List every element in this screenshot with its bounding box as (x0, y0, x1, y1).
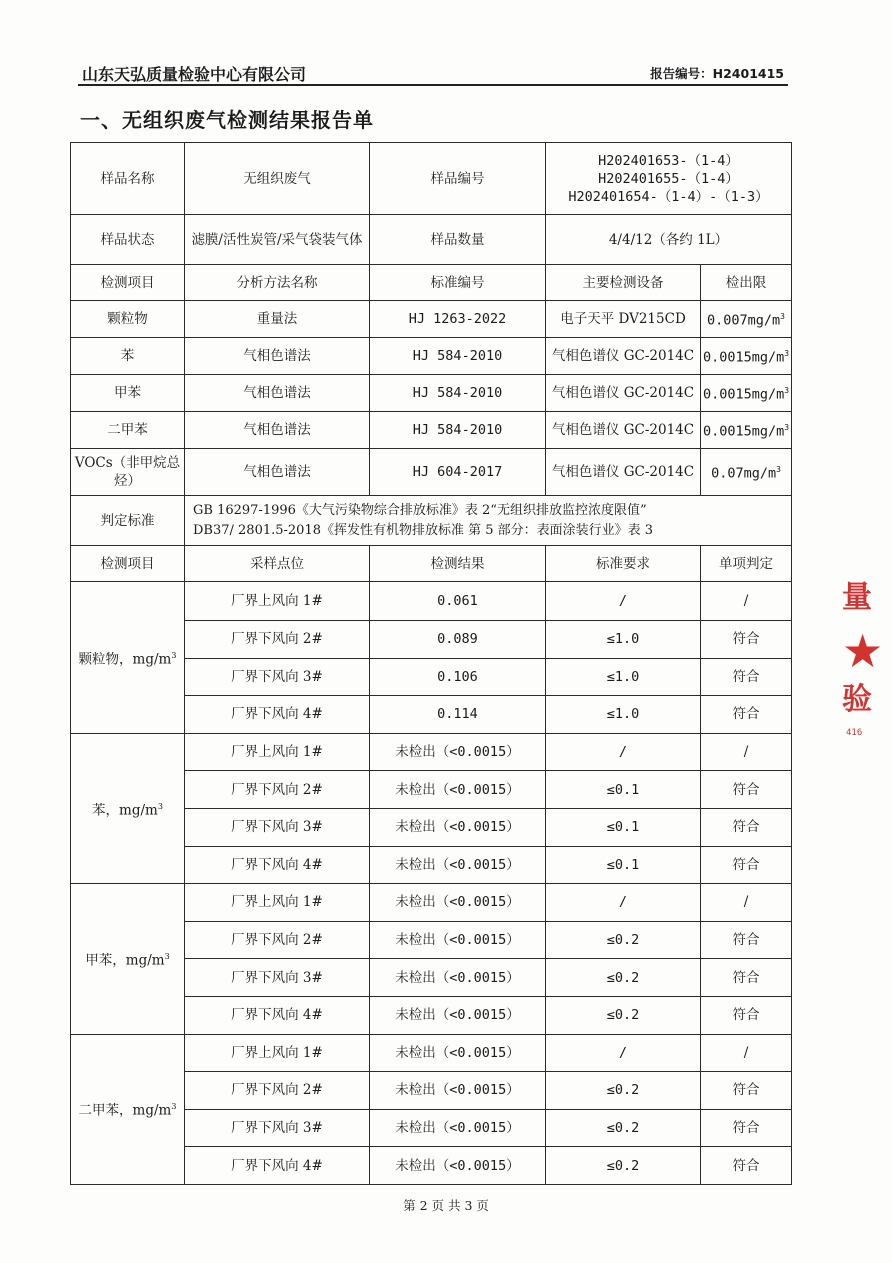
single-judgment: / (701, 733, 792, 771)
unit-text: 0.07mg/m (711, 465, 777, 482)
sample-state-label: 样品状态 (71, 215, 185, 265)
result-group-item (71, 884, 185, 1034)
unit-exponent: 3 (171, 650, 177, 660)
sampling-point: 厂界下风向 4# (185, 996, 370, 1034)
unit-exponent: 3 (164, 952, 170, 962)
unit-text: 颗粒物，mg/m (78, 651, 172, 668)
result-group-item (71, 733, 185, 883)
standard-requirement: / (546, 582, 701, 621)
sampling-point: 厂界下风向 2# (185, 1072, 370, 1110)
method-row (71, 338, 792, 375)
single-judgment: 符合 (701, 959, 792, 997)
single-judgment: 符合 (701, 1072, 792, 1110)
result-row (71, 582, 792, 621)
method-equipment: 气相色谱仪 GC-2014C (546, 375, 701, 412)
method-detection-limit (701, 375, 792, 412)
methods-header-std: 标准编号 (370, 265, 546, 301)
standard-requirement: ≤0.2 (546, 921, 701, 959)
sample-count-value: 4/4/12（各约 1L） (546, 215, 792, 265)
result-value: 未检出（<0.0015） (370, 996, 546, 1034)
method-name: 气相色谱法 (185, 449, 370, 496)
result-group-item (71, 1034, 185, 1184)
page-title: 一、无组织废气检测结果报告单 (80, 108, 374, 132)
unit-exponent: 3 (784, 423, 790, 433)
result-value: 未检出（<0.0015） (370, 846, 546, 884)
result-row (71, 733, 792, 771)
sampling-point: 厂界下风向 3# (185, 959, 370, 997)
sampling-point: 厂界下风向 4# (185, 696, 370, 734)
method-standard: HJ 584-2010 (370, 375, 546, 412)
result-value: 未检出（<0.0015） (370, 884, 546, 922)
sampling-point: 厂界上风向 1# (185, 582, 370, 621)
result-value: 0.089 (370, 621, 546, 659)
single-judgment: 符合 (701, 921, 792, 959)
single-judgment: 符合 (701, 996, 792, 1034)
results-header-point: 采样点位 (185, 546, 370, 582)
sample-no-1: H202401653-（1-4） (598, 152, 739, 169)
sampling-point: 厂界下风向 2# (185, 771, 370, 809)
result-value: 未检出（<0.0015） (370, 1147, 546, 1185)
sampling-point: 厂界下风向 4# (185, 846, 370, 884)
result-value: 0.061 (370, 582, 546, 621)
method-item: 二甲苯 (71, 412, 185, 449)
unit-exponent: 3 (157, 801, 163, 811)
unit-text: 0.0015mg/m (703, 349, 785, 366)
standard-requirement: ≤1.0 (546, 696, 701, 734)
method-standard: HJ 584-2010 (370, 338, 546, 375)
unit-exponent: 3 (776, 465, 781, 475)
method-standard: HJ 584-2010 (370, 412, 546, 449)
methods-header-item: 检测项目 (71, 265, 185, 301)
judgment-standard-2: DB37/ 2801.5-2018《挥发性有机物排放标准 第 5 部分：表面涂装行业》表 3 (193, 522, 654, 538)
method-equipment: 电子天平 DV215CD (546, 301, 701, 338)
standard-requirement: ≤0.1 (546, 846, 701, 884)
standard-requirement: ≤0.2 (546, 1109, 701, 1147)
single-judgment: 符合 (701, 771, 792, 809)
sampling-point: 厂界下风向 3# (185, 808, 370, 846)
report-number-label: 报告编号： (650, 66, 713, 81)
sampling-point: 厂界下风向 3# (185, 1109, 370, 1147)
method-standard: HJ 1263-2022 (370, 301, 546, 338)
method-item: 颗粒物 (71, 301, 185, 338)
result-value: 未检出（<0.0015） (370, 921, 546, 959)
results-header-item: 检测项目 (71, 546, 185, 582)
report-number-value: H2401415 (712, 66, 784, 81)
standard-requirement: / (546, 733, 701, 771)
standard-requirement: / (546, 884, 701, 922)
method-name: 气相色谱法 (185, 338, 370, 375)
unit-text: 苯，mg/m (92, 802, 158, 819)
method-row (71, 412, 792, 449)
result-value: 未检出（<0.0015） (370, 808, 546, 846)
unit-text: 0.0015mg/m (703, 423, 785, 440)
result-value: 未检出（<0.0015） (370, 1034, 546, 1072)
method-equipment: 气相色谱仪 GC-2014C (546, 449, 701, 496)
standard-requirement: ≤0.2 (546, 996, 701, 1034)
unit-text: 甲苯，mg/m (85, 952, 165, 969)
method-name: 气相色谱法 (185, 412, 370, 449)
report-number (650, 64, 784, 82)
unit-text: 0.0015mg/m (703, 386, 785, 403)
method-name: 重量法 (185, 301, 370, 338)
single-judgment: / (701, 884, 792, 922)
standard-requirement: ≤0.1 (546, 808, 701, 846)
single-judgment: / (701, 582, 792, 621)
standard-requirement: ≤1.0 (546, 658, 701, 696)
sample-no-2: H202401655-（1-4） (598, 170, 739, 187)
judgment-standard-1: GB 16297-1996《大气污染物综合排放标准》表 2“无组织排放监控浓度限值” (193, 502, 647, 518)
sample-name-row (71, 143, 792, 215)
sample-no-label: 样品编号 (370, 143, 546, 215)
sample-no-3: H202401654-（1-4）-（1-3） (568, 188, 769, 205)
method-row (71, 301, 792, 338)
sample-name-value: 无组织废气 (185, 143, 370, 215)
single-judgment: / (701, 1034, 792, 1072)
results-header-row (71, 546, 792, 582)
unit-exponent: 3 (784, 386, 790, 396)
standard-requirement: ≤0.2 (546, 1147, 701, 1185)
single-judgment: 符合 (701, 1147, 792, 1185)
method-item: VOCs（非甲烷总烃） (71, 449, 185, 496)
company-name: 山东天弘质量检验中心有限公司 (82, 65, 307, 84)
sampling-point: 厂界下风向 2# (185, 621, 370, 659)
standard-requirement: ≤0.2 (546, 959, 701, 997)
sample-state-value: 滤膜/活性炭管/采气袋装气体 (185, 215, 370, 265)
single-judgment: 符合 (701, 808, 792, 846)
seal-star-icon: ★ (842, 624, 884, 678)
sampling-point: 厂界下风向 3# (185, 658, 370, 696)
result-value: 未检出（<0.0015） (370, 959, 546, 997)
method-equipment: 气相色谱仪 GC-2014C (546, 338, 701, 375)
unit-exponent: 3 (784, 349, 790, 359)
result-value: 0.114 (370, 696, 546, 734)
results-header-result: 检测结果 (370, 546, 546, 582)
sample-no-values (546, 143, 792, 215)
sampling-point: 厂界上风向 1# (185, 733, 370, 771)
methods-header-equipment: 主要检测设备 (546, 265, 701, 301)
method-row (71, 375, 792, 412)
standard-requirement: ≤1.0 (546, 621, 701, 659)
report-table (70, 142, 792, 1185)
seal-digits: 416 (846, 728, 863, 738)
seal-glyph-bottom: 验 (842, 682, 872, 717)
sample-state-row (71, 215, 792, 265)
result-value: 未检出（<0.0015） (370, 733, 546, 771)
sampling-point: 厂界上风向 1# (185, 1034, 370, 1072)
methods-header-limit: 检出限 (701, 265, 792, 301)
single-judgment: 符合 (701, 621, 792, 659)
results-header-judgment: 单项判定 (701, 546, 792, 582)
header-divider (78, 84, 788, 86)
result-row (71, 1034, 792, 1072)
result-value: 未检出（<0.0015） (370, 1109, 546, 1147)
results-header-requirement: 标准要求 (546, 546, 701, 582)
result-value: 0.106 (370, 658, 546, 696)
result-value: 未检出（<0.0015） (370, 771, 546, 809)
judgment-row (71, 496, 792, 546)
judgment-standards (185, 496, 792, 546)
unit-text: 二甲苯，mg/m (78, 1102, 172, 1119)
seal-stamp (842, 578, 892, 754)
result-value: 未检出（<0.0015） (370, 1072, 546, 1110)
unit-exponent: 3 (171, 1102, 177, 1112)
unit-text: 0.007mg/m (707, 312, 781, 329)
sampling-point: 厂界上风向 1# (185, 884, 370, 922)
sample-name-label: 样品名称 (71, 143, 185, 215)
sample-count-label: 样品数量 (370, 215, 546, 265)
method-row (71, 449, 792, 496)
result-group-item (71, 582, 185, 734)
single-judgment: 符合 (701, 658, 792, 696)
sampling-point: 厂界下风向 4# (185, 1147, 370, 1185)
method-item: 苯 (71, 338, 185, 375)
sampling-point: 厂界下风向 2# (185, 921, 370, 959)
methods-header-method: 分析方法名称 (185, 265, 370, 301)
method-equipment: 气相色谱仪 GC-2014C (546, 412, 701, 449)
single-judgment: 符合 (701, 696, 792, 734)
judgment-label: 判定标准 (71, 496, 185, 546)
method-item: 甲苯 (71, 375, 185, 412)
method-detection-limit (701, 449, 792, 496)
method-detection-limit (701, 338, 792, 375)
method-detection-limit (701, 301, 792, 338)
method-name: 气相色谱法 (185, 375, 370, 412)
single-judgment: 符合 (701, 846, 792, 884)
methods-header-row (71, 265, 792, 301)
standard-requirement: ≤0.2 (546, 1072, 701, 1110)
single-judgment: 符合 (701, 1109, 792, 1147)
standard-requirement: ≤0.1 (546, 771, 701, 809)
method-standard: HJ 604-2017 (370, 449, 546, 496)
unit-exponent: 3 (780, 312, 785, 322)
standard-requirement: / (546, 1034, 701, 1072)
result-row (71, 884, 792, 922)
page-footer: 第 2 页 共 3 页 (403, 1198, 489, 1213)
report-table-body (71, 143, 792, 1185)
seal-glyph-top: 量 (842, 580, 872, 615)
method-detection-limit (701, 412, 792, 449)
